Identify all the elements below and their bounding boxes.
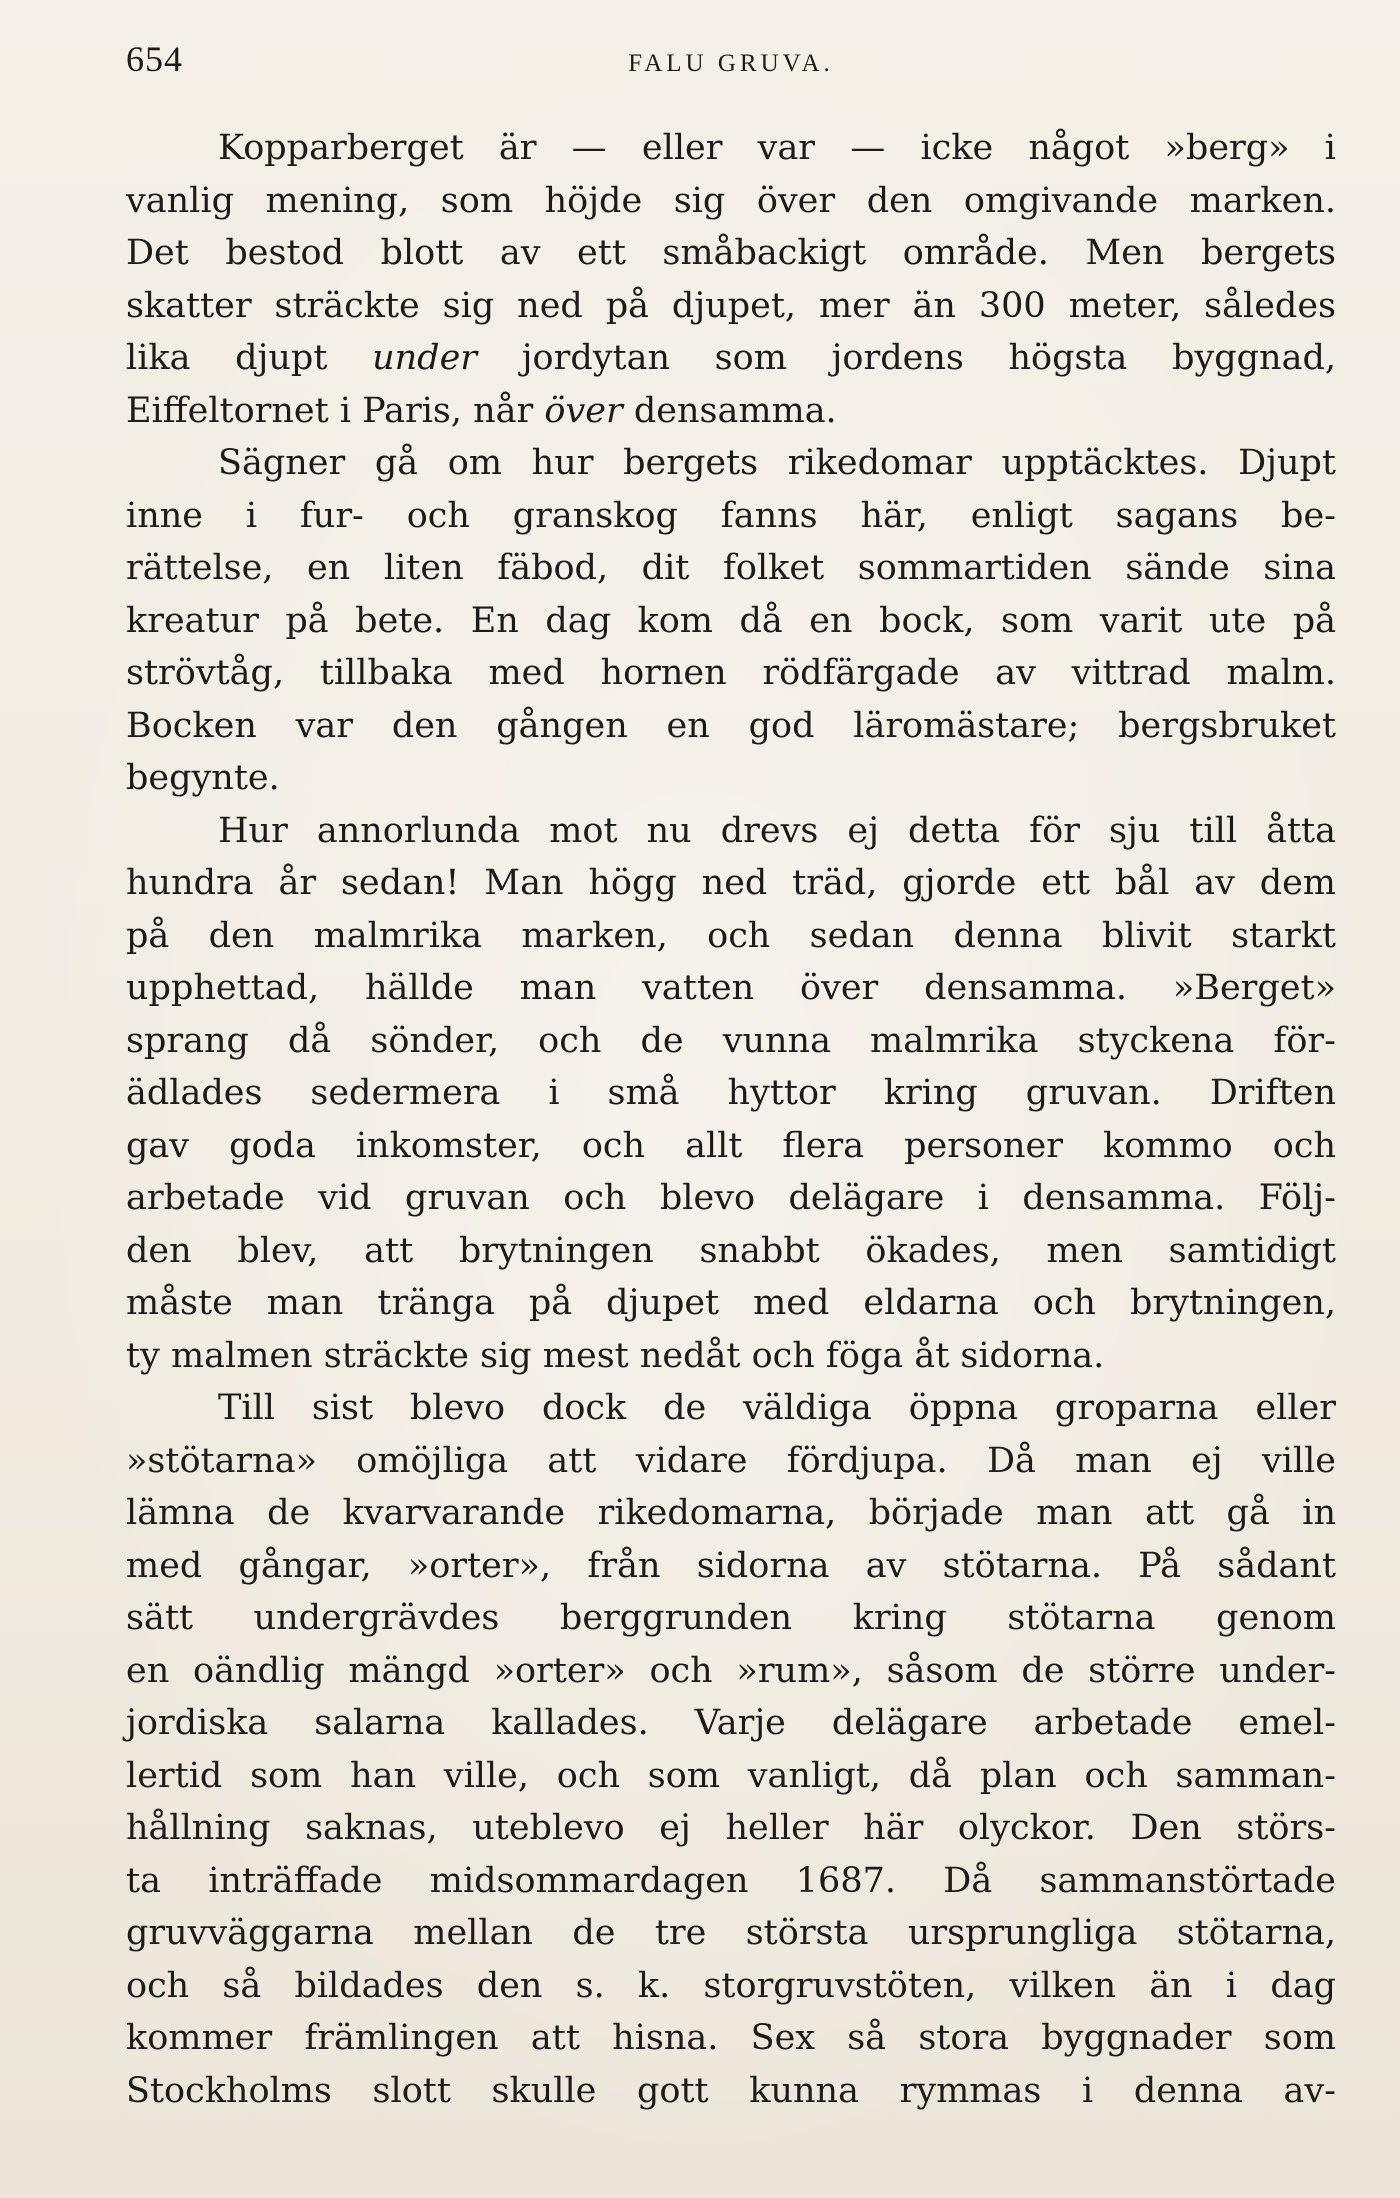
text-segment: densamma. [622, 390, 837, 431]
text-line: arbetade vid gruvan och blevo delägare i densamma. Följ- [126, 1178, 1336, 1218]
text-line: med gångar, »orter», från sidorna av stötarna. På sådant [126, 1545, 1336, 1586]
text-line [126, 385, 1336, 438]
text-line: ty malmen sträckte sig mest nedåt och föga åt sidorna. [126, 1335, 1105, 1376]
text-line: Sägner gå om hur bergets rikedomar upptäcktes. Djupt [218, 443, 1336, 483]
text-line: ta inträffade midsommardagen 1687. Då sammanstörtade [126, 1860, 1336, 1901]
text-line: Bocken var den gången en god läromästare; bergsbruket [126, 705, 1336, 746]
text-line: begynte. [126, 758, 280, 798]
text-line: lertid som han ville, och som vanligt, då plan och samman- [126, 1755, 1336, 1796]
text-line: Stockholms slott skulle gott kunna rymmas i denna av- [126, 2070, 1336, 2111]
text-line: Hur annorlunda mot nu drevs ej detta för sju till åtta [218, 810, 1336, 851]
text-line: på den malmrika marken, och sedan denna blivit starkt [126, 915, 1336, 956]
emphasized-word: över [544, 390, 623, 431]
text-line: sätt undergrävdes berggrunden kring stötarna genom [126, 1598, 1336, 1638]
body-text [126, 122, 1336, 2117]
text-line: rättelse, en liten fäbod, dit folket sommartiden sände sina [126, 548, 1336, 588]
text-line: Kopparberget är — eller var — icke något »berg» i [218, 128, 1336, 168]
text-line: måste man tränga på djupet med eldarna och brytningen, [126, 1283, 1336, 1323]
text-line: »stötarna» omöjliga att vidare fördjupa. Då man ej ville [126, 1440, 1336, 1481]
text-line: Det bestod blott av ett småbackigt område. Men bergets [126, 233, 1336, 273]
text-line: upphettad, hällde man vatten över densamma. »Berget» [126, 968, 1336, 1008]
text-line: och så bildades den s. k. storgruvstöten, vilken än i dag [126, 1965, 1336, 2006]
text-line: gruvväggarna mellan de tre största ursprungliga stötarna, [126, 1913, 1336, 1953]
text-line: hållning saknas, uteblevo ej heller här olyckor. Den störs- [126, 1808, 1336, 1848]
text-segment: Eiffeltornet i Paris, når [126, 390, 545, 431]
text-line: en oändlig mängd »orter» och »rum», såsom de större under- [126, 1650, 1336, 1691]
text-line: sprang då sönder, och de vunna malmrika styckena för- [126, 1020, 1336, 1061]
text-segment: jordytan som jordens högsta byggnad, [477, 338, 1336, 378]
text-line: jordiska salarna kallades. Varje delägare arbetade emel- [126, 1703, 1336, 1743]
text-line: kreatur på bete. En dag kom då en bock, som varit ute på [126, 600, 1336, 641]
text-line: skatter sträckte sig ned på djupet, mer än 300 meter, således [126, 285, 1336, 326]
emphasized-word: under [372, 338, 478, 378]
text-line [126, 332, 1336, 385]
text-line: vanlig mening, som höjde sig över den omgivande marken. [126, 180, 1336, 221]
text-segment: lika djupt [126, 338, 373, 378]
running-head: FALU GRUVA. [628, 50, 834, 77]
page-number: 654 [126, 39, 183, 79]
text-line: kommer främlingen att hisna. Sex så stora byggnader som [126, 2018, 1336, 2058]
text-line: strövtåg, tillbaka med hornen rödfärgade av vittrad malm. [126, 653, 1336, 693]
page-header [126, 34, 1336, 90]
text-line: hundra år sedan! Man högg ned träd, gjorde ett bål av dem [126, 863, 1336, 903]
text-line: den blev, att brytningen snabbt ökades, men samtidigt [126, 1230, 1336, 1271]
text-line: gav goda inkomster, och allt flera personer kommo och [126, 1125, 1336, 1166]
text-line: lämna de kvarvarande rikedomarna, började man att gå in [126, 1493, 1336, 1533]
text-line: ädlades sedermera i små hyttor kring gruvan. Driften [126, 1073, 1336, 1113]
text-line: inne i fur- och granskog fanns här, enligt sagans be- [126, 495, 1336, 536]
text-line: Till sist blevo dock de väldiga öppna groparna eller [218, 1388, 1336, 1428]
